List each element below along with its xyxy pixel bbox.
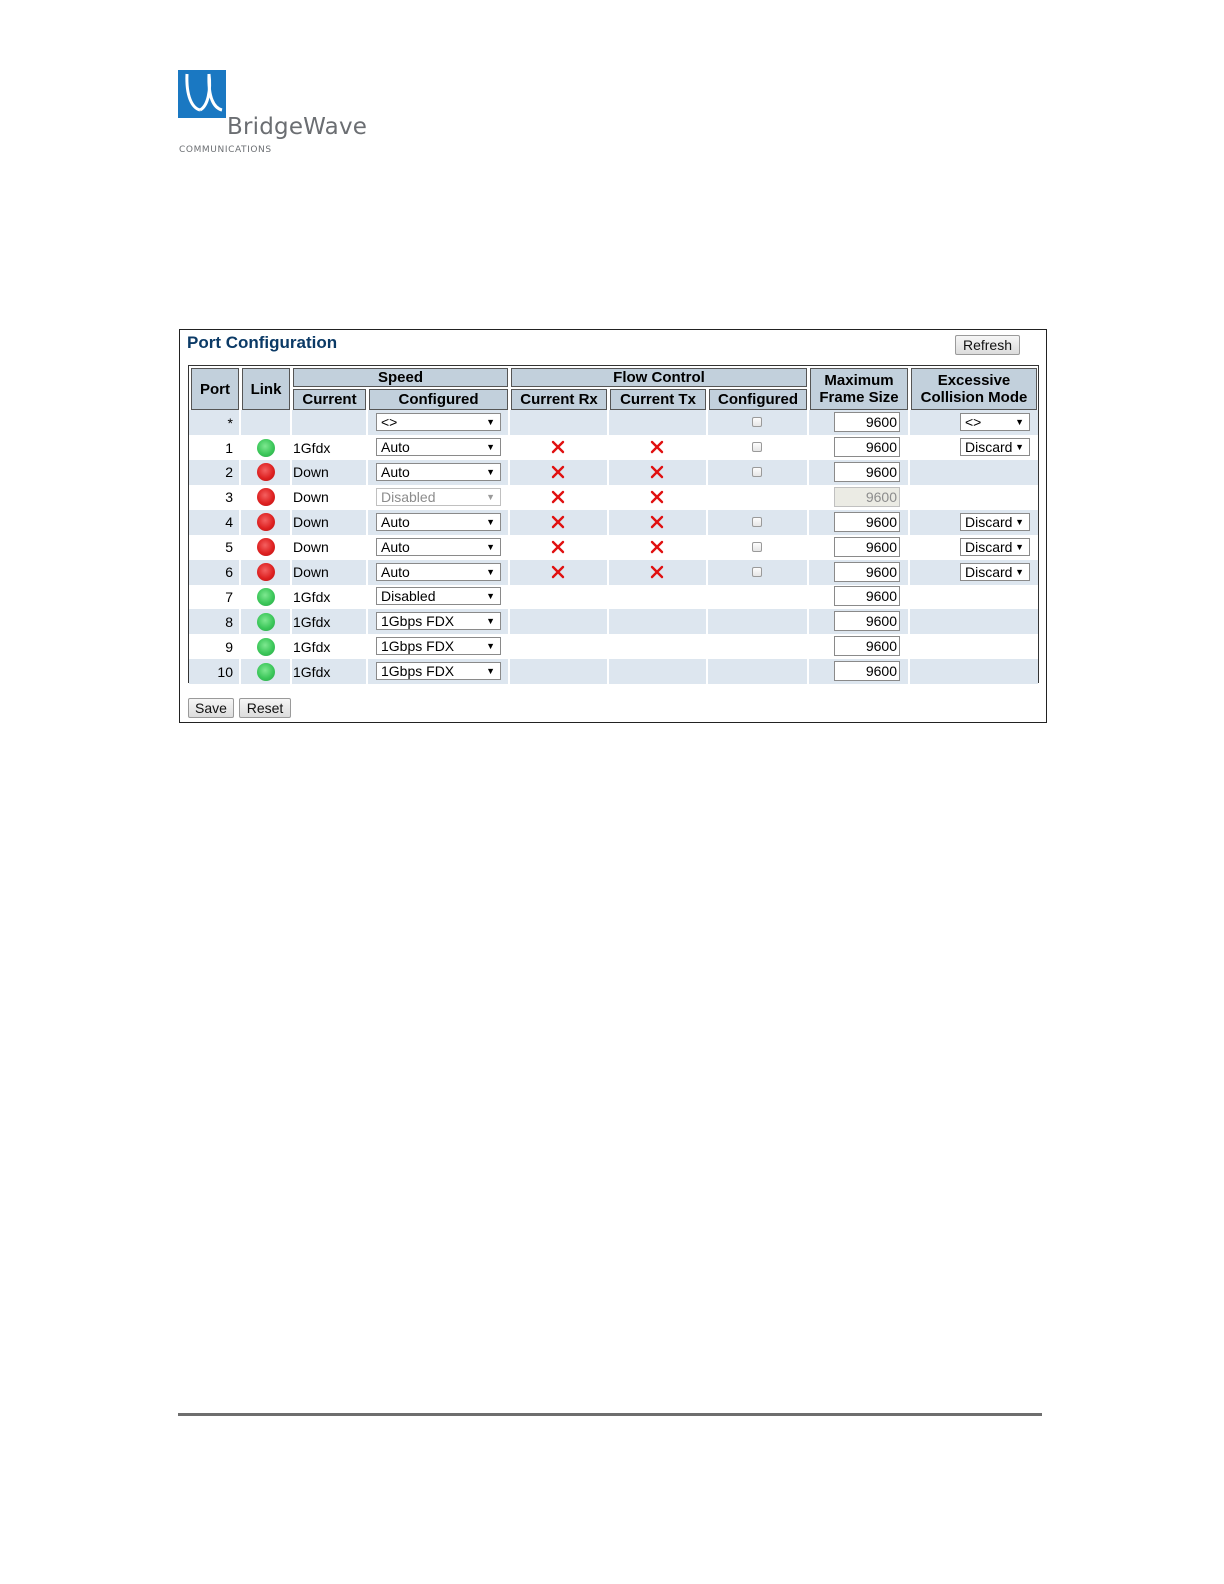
reset-button[interactable]: Reset	[239, 698, 291, 718]
max-frame-input[interactable]: 9600	[834, 636, 900, 656]
speed-configured-value: Disabled	[381, 488, 436, 505]
speed-configured-select[interactable]	[376, 662, 501, 680]
speed-configured-value: Auto	[381, 463, 410, 480]
chevron-down-icon: ▼	[1015, 541, 1024, 552]
speed-configured-value: 1Gbps FDX	[381, 638, 455, 655]
rx-disabled-icon	[551, 515, 565, 529]
speed-current: Down	[293, 514, 329, 531]
bridgewave-logo	[178, 70, 378, 160]
port-number: 1	[225, 439, 233, 456]
header-current-tx: Current Tx	[610, 389, 706, 410]
max-frame-input[interactable]: 9600	[834, 562, 900, 582]
port-number: 2	[225, 464, 233, 481]
speed-current: Down	[293, 464, 329, 481]
header-excessive-collision	[911, 368, 1037, 410]
rx-disabled-icon	[551, 540, 565, 554]
ecm-value: Discard	[965, 439, 1013, 455]
chevron-down-icon: ▼	[486, 666, 495, 677]
table-row-port-2	[189, 460, 1038, 485]
tx-disabled-icon	[650, 540, 664, 554]
link-status-icon	[257, 563, 275, 581]
fc-configured-checkbox[interactable]	[752, 567, 762, 577]
port-number: 9	[225, 638, 233, 655]
ecm-select[interactable]	[960, 513, 1030, 531]
rx-disabled-icon	[551, 565, 565, 579]
header-current-rx: Current Rx	[511, 389, 607, 410]
speed-configured-value: Auto	[381, 563, 410, 580]
table-row-port-5	[189, 535, 1038, 560]
speed-configured-value: Auto	[381, 513, 410, 530]
tx-disabled-icon	[650, 490, 664, 504]
header-fc-configured: Configured	[709, 389, 807, 410]
rx-disabled-icon	[551, 440, 565, 454]
max-frame-input[interactable]: 9600	[834, 437, 900, 457]
port-number: 10	[217, 663, 233, 680]
header-speed-configured: Configured	[369, 389, 508, 410]
speed-current: 1Gfdx	[293, 439, 331, 456]
speed-current: 1Gfdx	[293, 613, 331, 630]
port-number: 3	[225, 489, 233, 506]
link-status-icon	[257, 613, 275, 631]
rx-disabled-icon	[551, 465, 565, 479]
speed-configured-select[interactable]	[376, 538, 501, 556]
logo-mark-icon	[178, 70, 226, 118]
tx-disabled-icon	[650, 515, 664, 529]
chevron-down-icon: ▼	[1015, 417, 1024, 427]
speed-current: 1Gfdx	[293, 663, 331, 680]
max-frame-input[interactable]: 9600	[834, 537, 900, 557]
speed-configured-select[interactable]	[376, 438, 501, 456]
speed-configured-select[interactable]	[376, 612, 501, 630]
logo-subtitle: COMMUNICATIONS	[179, 145, 272, 155]
link-status-icon	[257, 513, 275, 531]
link-status-icon	[257, 538, 275, 556]
speed-current: 1Gfdx	[293, 638, 331, 655]
speed-current: 1Gfdx	[293, 588, 331, 605]
link-status-cell	[241, 609, 290, 634]
chevron-down-icon: ▼	[486, 491, 495, 502]
ecm-value: Discard	[965, 563, 1013, 580]
max-frame-input[interactable]: 9600	[834, 611, 900, 631]
link-status-cell	[241, 560, 290, 585]
ecm-all-select[interactable]	[960, 413, 1030, 431]
link-status-cell	[241, 460, 290, 485]
speed-configured-value: 1Gbps FDX	[381, 663, 455, 680]
rx-disabled-icon	[551, 490, 565, 504]
speed-all-select[interactable]	[376, 413, 501, 431]
speed-configured-select[interactable]	[376, 587, 501, 605]
speed-all-value: <>	[381, 414, 398, 430]
link-status-cell	[241, 485, 290, 510]
tx-disabled-icon	[650, 440, 664, 454]
header-ecm-line2: Collision Mode	[920, 389, 1028, 406]
table-row-port-7	[189, 584, 1038, 609]
table-row-port-9	[189, 634, 1038, 659]
ecm-select[interactable]	[960, 563, 1030, 581]
speed-configured-value: 1Gbps FDX	[381, 613, 455, 630]
table-row-all	[189, 410, 1038, 435]
header-max-frame	[810, 368, 908, 410]
speed-configured-select[interactable]	[376, 463, 501, 481]
table-row-port-8	[189, 609, 1038, 634]
port-number: 8	[225, 613, 233, 630]
chevron-down-icon: ▼	[486, 591, 495, 602]
header-link: Link	[242, 368, 290, 410]
header-max-frame-line2: Frame Size	[819, 389, 899, 406]
max-frame-input[interactable]: 9600	[834, 661, 900, 681]
speed-configured-value: Auto	[381, 538, 410, 555]
table-row-port-10	[189, 659, 1038, 684]
chevron-down-icon: ▼	[486, 466, 495, 477]
link-status-cell	[241, 435, 290, 460]
refresh-button[interactable]: Refresh	[955, 335, 1020, 355]
logo-name: BridgeWave	[227, 114, 368, 140]
chevron-down-icon: ▼	[486, 566, 495, 577]
chevron-down-icon: ▼	[486, 516, 495, 527]
header-speed: Speed	[293, 368, 508, 387]
port-number: 7	[225, 588, 233, 605]
chevron-down-icon: ▼	[486, 417, 495, 427]
speed-configured-select[interactable]	[376, 563, 501, 581]
link-status-cell	[241, 510, 290, 535]
chevron-down-icon: ▼	[486, 616, 495, 627]
link-status-cell	[241, 634, 290, 659]
table-row-port-3	[189, 485, 1038, 510]
fc-configured-checkbox[interactable]	[752, 517, 762, 527]
max-frame-input[interactable]: 9600	[834, 487, 900, 507]
link-status-icon	[257, 588, 275, 606]
ecm-select[interactable]	[960, 438, 1030, 456]
chevron-down-icon: ▼	[486, 442, 495, 452]
link-status-cell	[241, 659, 290, 684]
chevron-down-icon: ▼	[1015, 566, 1024, 577]
port-all: *	[227, 414, 233, 431]
max-frame-input[interactable]: 9600	[834, 462, 900, 482]
header-max-frame-line1: Maximum	[824, 372, 894, 389]
fc-all-checkbox[interactable]	[752, 417, 762, 427]
tx-disabled-icon	[650, 565, 664, 579]
speed-configured-select[interactable]	[376, 488, 501, 506]
speed-configured-value: Auto	[381, 439, 410, 455]
header-ecm-line1: Excessive	[937, 372, 1011, 389]
fc-configured-checkbox[interactable]	[752, 467, 762, 477]
port-configuration-panel	[179, 329, 1047, 723]
link-status-cell	[241, 535, 290, 560]
speed-configured-select[interactable]	[376, 513, 501, 531]
save-button[interactable]: Save	[188, 698, 234, 718]
speed-current: Down	[293, 564, 329, 580]
chevron-down-icon: ▼	[486, 541, 495, 552]
max-frame-all-input[interactable]: 9600	[834, 412, 900, 432]
header-port: Port	[191, 368, 239, 410]
speed-configured-value: Disabled	[381, 588, 436, 605]
table-row-port-6	[189, 560, 1038, 585]
link-status-icon	[257, 439, 275, 457]
table-row-port-4	[189, 510, 1038, 535]
speed-current: Down	[293, 539, 329, 556]
max-frame-input[interactable]: 9600	[834, 586, 900, 606]
chevron-down-icon: ▼	[1015, 516, 1024, 527]
port-number: 4	[225, 514, 233, 531]
footer-divider	[178, 1413, 1042, 1416]
ecm-value: Discard	[965, 513, 1013, 530]
fc-configured-checkbox[interactable]	[752, 542, 762, 552]
ecm-value: Discard	[965, 538, 1013, 555]
max-frame-input[interactable]: 9600	[834, 512, 900, 532]
link-status-icon	[257, 463, 275, 481]
port-number: 6	[225, 564, 233, 580]
ecm-select[interactable]	[960, 538, 1030, 556]
speed-current: Down	[293, 489, 329, 506]
speed-configured-select[interactable]	[376, 637, 501, 655]
table-row-port-1	[189, 435, 1038, 460]
fc-configured-checkbox[interactable]	[752, 442, 762, 452]
header-speed-current: Current	[293, 389, 366, 410]
chevron-down-icon: ▼	[1015, 442, 1024, 452]
link-status-cell	[241, 584, 290, 609]
page-title: Port Configuration	[187, 333, 338, 352]
link-status-icon	[257, 488, 275, 506]
ecm-all-value: <>	[965, 414, 982, 430]
link-status-icon	[257, 638, 275, 656]
port-number: 5	[225, 539, 233, 556]
link-status-icon	[257, 663, 275, 681]
tx-disabled-icon	[650, 465, 664, 479]
header-flow-control: Flow Control	[511, 368, 807, 387]
chevron-down-icon: ▼	[486, 641, 495, 652]
